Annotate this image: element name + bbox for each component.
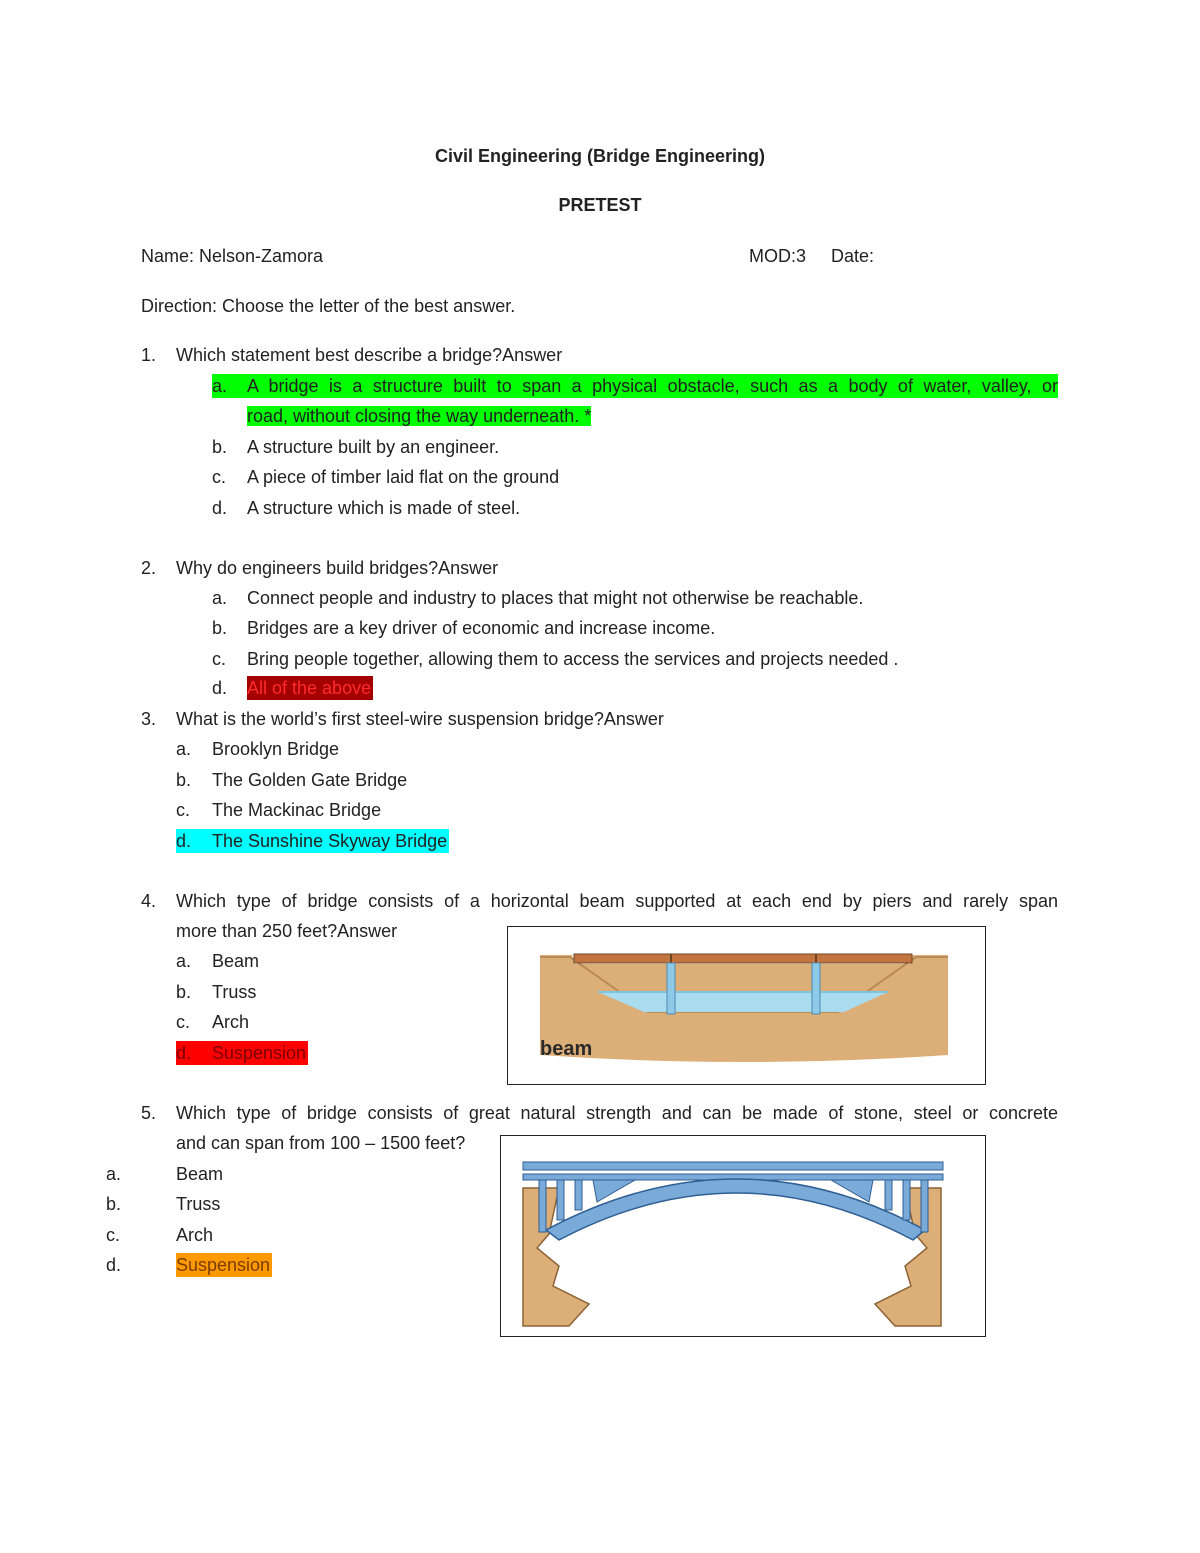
- q5-option-b-letter: b.: [106, 1194, 122, 1214]
- q3-option-a-letter: a.: [176, 739, 192, 759]
- q5-number: 5.: [141, 1103, 157, 1123]
- arch-bridge-figure: [500, 1135, 986, 1337]
- q4-number: 4.: [141, 891, 157, 911]
- q4-option-d-letter: d.: [176, 1041, 212, 1065]
- q1-option-d: A structure which is made of steel.: [247, 498, 521, 518]
- q2-option-b: Bridges are a key driver of economic and increase income.: [247, 618, 716, 638]
- beam-pier: [812, 963, 820, 1014]
- q4-option-c-letter: c.: [176, 1012, 191, 1032]
- q5-text-line2: and can span from 100 – 1500 feet?: [176, 1133, 466, 1153]
- q2-option-a: Connect people and industry to places that might not otherwise be reachable.: [247, 588, 864, 608]
- arch-right-column: [885, 1180, 892, 1210]
- q3-option-d-letter: d.: [176, 829, 212, 853]
- q1-text: Which statement best describe a bridge?Answer: [176, 345, 563, 365]
- q1-option-b-letter: b.: [212, 437, 228, 457]
- student-name: Name: Nelson-Zamora: [141, 246, 324, 266]
- beam-figure-label: beam: [540, 1038, 593, 1060]
- q5-option-c: Arch: [176, 1225, 214, 1245]
- q2-option-c-letter: c.: [212, 649, 227, 669]
- q4-option-c: Arch: [212, 1012, 250, 1032]
- q1-number: 1.: [141, 345, 157, 365]
- q5-option-c-letter: c.: [106, 1225, 121, 1245]
- q2-option-c: Bring people together, allowing them to access the services and projects needed .: [247, 649, 899, 669]
- q1-option-c-letter: c.: [212, 467, 227, 487]
- q4-option-b-letter: b.: [176, 982, 192, 1002]
- q3-option-b-letter: b.: [176, 770, 192, 790]
- q2-option-d: All of the above: [247, 678, 372, 698]
- q3-option-b: The Golden Gate Bridge: [212, 770, 408, 790]
- q2-option-d-letter: d.: [212, 678, 228, 698]
- date-field: Date:: [831, 246, 875, 266]
- q5-option-a-letter: a.: [106, 1164, 122, 1184]
- q4-option-b: Truss: [212, 982, 257, 1002]
- beam-bridge-illustration: [508, 927, 985, 1084]
- q3-text: What is the world’s first steel-wire suspension bridge?Answer: [176, 709, 664, 729]
- q3-option-d: The Sunshine Skyway Bridge: [212, 831, 448, 851]
- q5-text-line1: Which type of bridge consists of great natural strength and can be made of stone, steel or concrete: [176, 1103, 1058, 1123]
- arch-bridge-illustration: [501, 1136, 985, 1336]
- q1-option-a-line2-text: road, without closing the way underneath. *: [247, 406, 592, 426]
- beam-water: [598, 992, 888, 1012]
- arch-top-rail: [523, 1162, 943, 1170]
- q5-option-b: Truss: [176, 1194, 221, 1214]
- direction-text: Direction: Choose the letter of the best answer.: [141, 296, 516, 316]
- q1-option-a-line1: A bridge is a structure built to span a physical obstacle, such as a body of water, valley, or: [247, 376, 1058, 396]
- arch-left-column: [539, 1180, 546, 1232]
- arch-right-column: [903, 1180, 910, 1220]
- beam-deck: [574, 954, 912, 963]
- module-number: MOD:3: [749, 246, 807, 266]
- arch-right-column: [921, 1180, 928, 1232]
- q3-number: 3.: [141, 709, 157, 729]
- q3-option-a: Brooklyn Bridge: [212, 739, 340, 759]
- beam-pier: [667, 963, 675, 1014]
- q4-option-a: Beam: [212, 951, 260, 971]
- q5-option-d: Suspension: [176, 1255, 271, 1275]
- q4-option-d: Suspension: [212, 1043, 307, 1063]
- q1-option-b: A structure built by an engineer.: [247, 437, 500, 457]
- q4-option-a-letter: a.: [176, 951, 192, 971]
- q2-option-b-letter: b.: [212, 618, 228, 638]
- beam-bridge-figure: [507, 926, 986, 1085]
- q1-option-d-letter: d.: [212, 498, 228, 518]
- q1-option-c: A piece of timber laid flat on the ground: [247, 467, 560, 487]
- q3-option-c-letter: c.: [176, 800, 191, 820]
- q2-number: 2.: [141, 558, 157, 578]
- arch-left-column: [557, 1180, 564, 1220]
- q4-text-line2: more than 250 feet?Answer: [176, 921, 398, 941]
- q4-text-line1: Which type of bridge consists of a horizontal beam supported at each end by piers and rarely span: [176, 891, 1058, 911]
- q2-text: Why do engineers build bridges?Answer: [176, 558, 499, 578]
- page-title: Civil Engineering (Bridge Engineering): [434, 146, 766, 166]
- q5-option-a: Beam: [176, 1164, 224, 1184]
- q1-option-a-line2: [247, 404, 591, 428]
- page-subtitle: PRETEST: [558, 195, 642, 215]
- q5-option-d-letter: d.: [106, 1255, 122, 1275]
- q2-option-a-letter: a.: [212, 588, 228, 608]
- q3-option-c: The Mackinac Bridge: [212, 800, 382, 820]
- arch-left-column: [575, 1180, 582, 1210]
- q1-option-a-letter: a.: [212, 374, 247, 398]
